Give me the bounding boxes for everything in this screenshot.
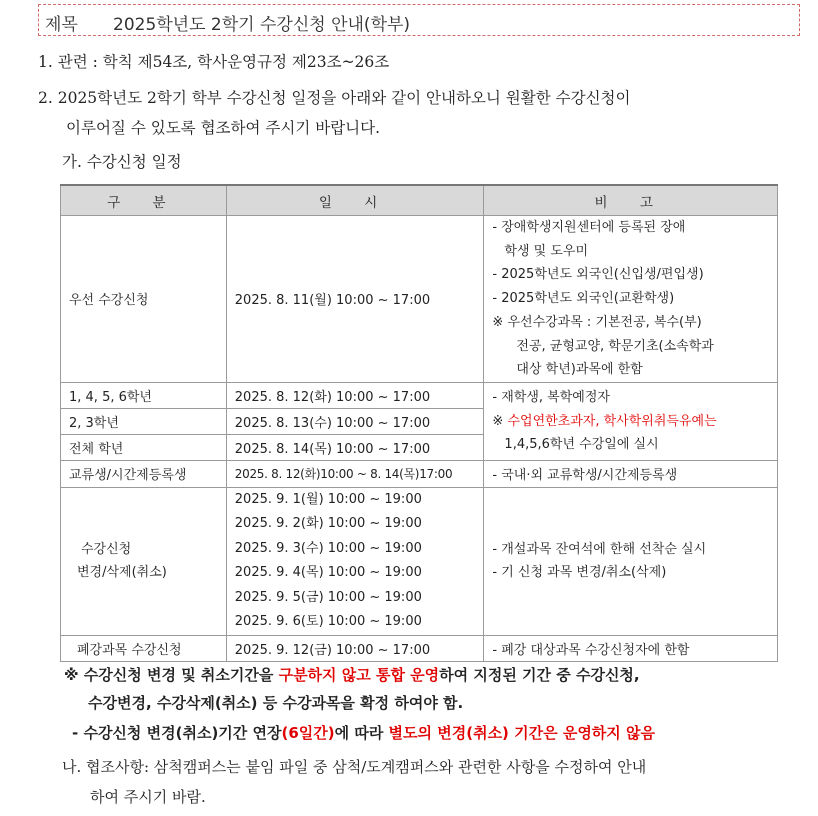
priority-note: 대상 학년)과목에 한함	[516, 362, 643, 378]
change-notes	[484, 487, 778, 635]
section-na-line-1: 나. 협조사항: 삼척캠퍼스는 붙임 파일 중 삼척/도계캠퍼스와 관련한 사항을 수정하여 안내	[62, 758, 647, 776]
priority-category: 우선 수강신청	[61, 216, 227, 383]
header-category: 구 분	[61, 185, 227, 216]
notice-2-middle: 에 따라	[334, 724, 389, 742]
item-2-line-1: 2. 2025학년도 2학기 학부 수강신청 일정을 아래와 같이 안내하오니 원활한 수강신청이	[38, 89, 631, 107]
grade-date: 2025. 8. 12(화) 10:00 ~ 17:00	[226, 382, 484, 408]
grade-notes	[484, 382, 778, 460]
grade-category: 전체 학년	[61, 434, 227, 460]
priority-note: - 장애학생지원센터에 등록된 장애	[492, 220, 686, 235]
grade-category: 2, 3학년	[61, 408, 227, 434]
section-ga: 가. 수강신청 일정	[62, 153, 182, 171]
change-category-line1: 수강신청	[81, 542, 132, 558]
grade-note-2-red: 수업연한초과자, 학사학위취득유예는	[507, 413, 717, 429]
priority-note: ※ 우선수강과목 : 기본전공, 복수(부)	[492, 314, 702, 330]
table-row-exchange	[61, 460, 778, 487]
table-header-row	[61, 185, 778, 216]
title-box	[38, 4, 800, 36]
change-dates	[226, 487, 484, 635]
notice-2-red-1: (6일간)	[281, 724, 335, 742]
change-category	[61, 487, 227, 635]
header-date: 일 시	[226, 185, 484, 216]
notice-1-prefix: ※ 수강신청 변경 및 취소기간을	[64, 666, 279, 684]
closed-category: 폐강과목 수강신청	[61, 635, 227, 661]
priority-note: 전공, 균형교양, 학문기초(소속학과	[516, 338, 714, 354]
closed-note: - 폐강 대상과목 수강신청자에 한함	[484, 635, 778, 661]
grade-note-3: 1,4,5,6학년 수강일에 실시	[504, 437, 659, 453]
change-date: 2025. 9. 3(수) 10:00 ~ 19:00	[234, 540, 422, 556]
notice-2-prefix: - 수강신청 변경(취소)기간 연장	[72, 724, 282, 742]
notice-2-red-2: 별도의 변경(취소) 기간은 운영하지 않음	[388, 724, 655, 742]
grade-note-1: - 재학생, 복학예정자	[492, 389, 610, 405]
change-date: 2025. 9. 1(월) 10:00 ~ 19:00	[234, 491, 422, 507]
change-category-line2: 변경/삭제(취소)	[77, 565, 167, 581]
section-na-line-2: 하여 주시기 바람.	[90, 788, 206, 806]
exchange-note: - 국내·외 교류학생/시간제등록생	[484, 460, 778, 487]
grade-date: 2025. 8. 14(목) 10:00 ~ 17:00	[226, 434, 484, 460]
priority-notes	[484, 216, 778, 383]
notice-1-suffix: 하여 지정된 기간 중 수강신청,	[439, 666, 640, 684]
closed-date: 2025. 9. 12(금) 10:00 ~ 17:00	[226, 635, 484, 661]
grade-note-2-prefix: ※	[492, 413, 508, 429]
exchange-date: 2025. 8. 12(화)10:00 ~ 8. 14(목)17:00	[226, 460, 484, 487]
schedule-table	[60, 184, 778, 662]
table-row-grade-1456	[61, 382, 778, 408]
notice-1-line-2: 수강변경, 수강삭제(취소) 등 수강과목을 확정 하여야 함.	[88, 694, 464, 712]
exchange-category: 교류생/시간제등록생	[61, 460, 227, 487]
grade-note-2	[492, 410, 769, 434]
change-date: 2025. 9. 2(화) 10:00 ~ 19:00	[234, 516, 422, 532]
notice-1-red: 구분하지 않고 통합 운영	[278, 666, 440, 684]
priority-note: - 2025학년도 외국인(신입생/편입생)	[492, 267, 704, 283]
change-date: 2025. 9. 5(금) 10:00 ~ 19:00	[234, 589, 422, 605]
item-1: 1. 관련 : 학칙 제54조, 학사운영규정 제23조~26조	[38, 53, 390, 71]
priority-note: - 2025학년도 외국인(교환학생)	[492, 291, 675, 307]
change-note-1: - 개설과목 잔여석에 한해 선착순 실시	[492, 541, 707, 557]
table-row-priority	[61, 216, 778, 383]
priority-note: 학생 및 도우미	[504, 243, 589, 259]
grade-category: 1, 4, 5, 6학년	[61, 382, 227, 408]
table-row-change	[61, 487, 778, 635]
header-notes: 비 고	[484, 185, 778, 216]
change-date: 2025. 9. 6(토) 10:00 ~ 19:00	[234, 614, 422, 630]
notice-2	[72, 722, 655, 743]
item-2-line-2: 이루어질 수 있도록 협조하여 주시기 바랍니다.	[66, 119, 381, 137]
table-row-closed	[61, 635, 778, 661]
change-note-2: - 기 신청 과목 변경/취소(삭제)	[492, 565, 667, 581]
priority-date: 2025. 8. 11(월) 10:00 ~ 17:00	[226, 216, 484, 383]
notice-1-line-1	[64, 664, 640, 685]
change-date: 2025. 9. 4(목) 10:00 ~ 19:00	[234, 565, 422, 581]
title-label: 제목	[45, 15, 78, 35]
page-title: 2025학년도 2학기 수강신청 안내(학부)	[113, 15, 411, 35]
grade-date: 2025. 8. 13(수) 10:00 ~ 17:00	[226, 408, 484, 434]
